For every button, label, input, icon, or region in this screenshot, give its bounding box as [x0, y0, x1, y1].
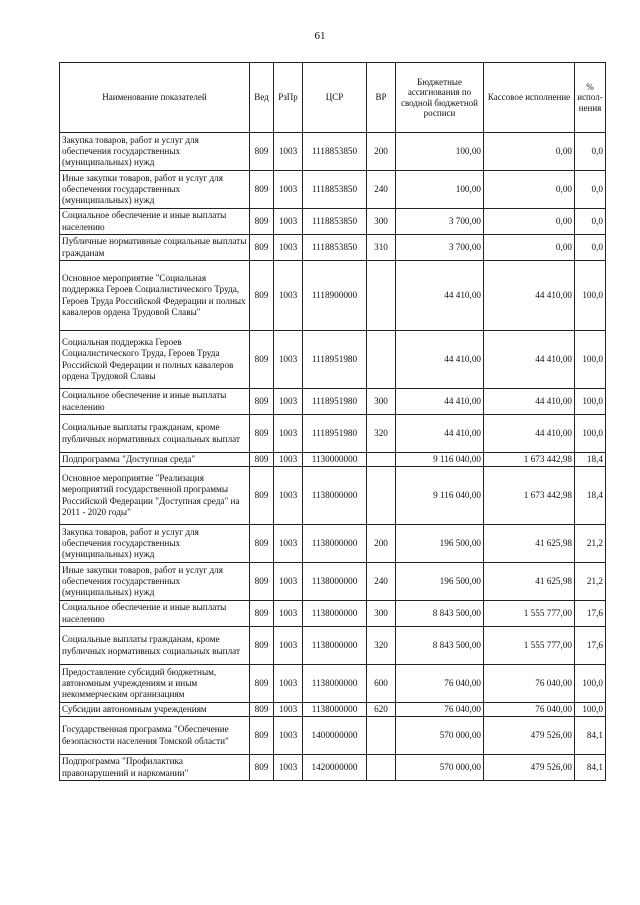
cell-rzpr: 1003	[274, 331, 303, 389]
page-number: 61	[314, 30, 326, 42]
cell-csr: 1118853850	[303, 235, 367, 261]
cell-rzpr: 1003	[274, 261, 303, 331]
table-row	[60, 467, 606, 525]
table-row	[60, 209, 606, 235]
cell-rzpr: 1003	[274, 601, 303, 627]
table-row	[60, 389, 606, 415]
cell-ved: 809	[250, 171, 274, 209]
cell-rzpr: 1003	[274, 467, 303, 525]
cell-percent: 0,0	[575, 235, 606, 261]
header-name: Наименование показателей	[60, 63, 250, 133]
cell-vr: 320	[367, 415, 396, 453]
cell-budget: 100,00	[396, 171, 484, 209]
cell-ved: 809	[250, 235, 274, 261]
table-row	[60, 601, 606, 627]
cell-budget: 76 040,00	[396, 665, 484, 703]
cell-vr: 200	[367, 133, 396, 171]
cell-budget: 9 116 040,00	[396, 453, 484, 467]
cell-name: Основное мероприятие "Реализация мероприятий государственной программы Российской Федерации "Доступная среда" на 2011 - 2020 годы"	[60, 467, 250, 525]
cell-percent: 21,2	[575, 563, 606, 601]
table-row	[60, 453, 606, 467]
cell-rzpr: 1003	[274, 627, 303, 665]
cell-csr: 1138000000	[303, 525, 367, 563]
cell-cash: 41 625,98	[484, 525, 575, 563]
cell-csr: 1400000000	[303, 717, 367, 755]
cell-csr: 1118951980	[303, 331, 367, 389]
cell-ved: 809	[250, 467, 274, 525]
cell-rzpr: 1003	[274, 171, 303, 209]
cell-name: Закупка товаров, работ и услуг для обеспечения государственных (муниципальных) нужд	[60, 133, 250, 171]
cell-csr: 1118951980	[303, 389, 367, 415]
cell-rzpr: 1003	[274, 563, 303, 601]
header-csr: ЦСР	[303, 63, 367, 133]
cell-ved: 809	[250, 755, 274, 781]
cell-vr	[367, 261, 396, 331]
cell-ved: 809	[250, 525, 274, 563]
cell-percent: 100,0	[575, 261, 606, 331]
cell-budget: 44 410,00	[396, 261, 484, 331]
table-row	[60, 235, 606, 261]
cell-cash: 0,00	[484, 133, 575, 171]
cell-csr: 1118853850	[303, 209, 367, 235]
cell-budget: 3 700,00	[396, 235, 484, 261]
table-row	[60, 525, 606, 563]
cell-name: Социальное обеспечение и иные выплаты населению	[60, 389, 250, 415]
cell-ved: 809	[250, 563, 274, 601]
cell-cash: 1 555 777,00	[484, 601, 575, 627]
cell-budget: 100,00	[396, 133, 484, 171]
cell-percent: 100,0	[575, 665, 606, 703]
cell-ved: 809	[250, 717, 274, 755]
table-row	[60, 415, 606, 453]
table-row	[60, 133, 606, 171]
table-row	[60, 331, 606, 389]
cell-csr: 1138000000	[303, 563, 367, 601]
header-vr: ВР	[367, 63, 396, 133]
cell-percent: 0,0	[575, 133, 606, 171]
cell-percent: 84,1	[575, 755, 606, 781]
cell-vr	[367, 755, 396, 781]
cell-vr	[367, 717, 396, 755]
cell-name: Государственная программа "Обеспечение безопасности населения Томской области"	[60, 717, 250, 755]
cell-ved: 809	[250, 261, 274, 331]
cell-csr: 1118900000	[303, 261, 367, 331]
cell-percent: 100,0	[575, 331, 606, 389]
cell-ved: 809	[250, 665, 274, 703]
cell-ved: 809	[250, 209, 274, 235]
cell-cash: 479 526,00	[484, 717, 575, 755]
cell-name: Социальная поддержка Героев Социалистического Труда, Героев Труда Российской Федерации и полных кавалеров ордена Трудовой Славы	[60, 331, 250, 389]
budget-execution-table	[59, 62, 606, 781]
cell-name: Подпрограмма "Профилактика правонарушений и наркомании"	[60, 755, 250, 781]
table-body	[60, 133, 606, 781]
header-ved: Вед	[250, 63, 274, 133]
cell-name: Публичные нормативные социальные выплаты гражданам	[60, 235, 250, 261]
cell-cash: 0,00	[484, 235, 575, 261]
cell-percent: 0,0	[575, 209, 606, 235]
cell-name: Основное мероприятие "Социальная поддержка Героев Социалистического Труда, Героев Труда Российской Федерации и полных кавалеров ордена Трудовой Славы"	[60, 261, 250, 331]
cell-ved: 809	[250, 133, 274, 171]
header-budget: Бюджетные ассигнования по сводной бюджетной росписи	[396, 63, 484, 133]
cell-cash: 1 673 442,98	[484, 467, 575, 525]
table-row	[60, 563, 606, 601]
cell-percent: 0,0	[575, 171, 606, 209]
cell-ved: 809	[250, 703, 274, 717]
table-row	[60, 171, 606, 209]
cell-percent: 17,6	[575, 601, 606, 627]
cell-ved: 809	[250, 389, 274, 415]
cell-ved: 809	[250, 627, 274, 665]
cell-vr: 240	[367, 171, 396, 209]
cell-name: Социальное обеспечение и иные выплаты населению	[60, 209, 250, 235]
cell-cash: 44 410,00	[484, 331, 575, 389]
cell-name: Предоставление субсидий бюджетным, автономным учреждениям и иным некоммерческим организациям	[60, 665, 250, 703]
table-row	[60, 755, 606, 781]
cell-vr: 300	[367, 601, 396, 627]
cell-rzpr: 1003	[274, 133, 303, 171]
cell-percent: 17,6	[575, 627, 606, 665]
cell-rzpr: 1003	[274, 703, 303, 717]
cell-cash: 1 673 442,98	[484, 453, 575, 467]
cell-name: Подпрограмма "Доступная среда"	[60, 453, 250, 467]
cell-name: Иные закупки товаров, работ и услуг для обеспечения государственных (муниципальных) нужд	[60, 563, 250, 601]
cell-budget: 44 410,00	[396, 415, 484, 453]
cell-ved: 809	[250, 601, 274, 627]
cell-cash: 44 410,00	[484, 261, 575, 331]
cell-budget: 196 500,00	[396, 563, 484, 601]
cell-ved: 809	[250, 331, 274, 389]
cell-budget: 570 000,00	[396, 755, 484, 781]
cell-name: Закупка товаров, работ и услуг для обеспечения государственных (муниципальных) нужд	[60, 525, 250, 563]
cell-ved: 809	[250, 415, 274, 453]
cell-vr: 200	[367, 525, 396, 563]
cell-vr	[367, 467, 396, 525]
cell-budget: 570 000,00	[396, 717, 484, 755]
cell-budget: 44 410,00	[396, 389, 484, 415]
cell-vr: 310	[367, 235, 396, 261]
cell-budget: 76 040,00	[396, 703, 484, 717]
table-header-row	[60, 63, 606, 133]
cell-cash: 0,00	[484, 209, 575, 235]
cell-rzpr: 1003	[274, 525, 303, 563]
cell-name: Социальные выплаты гражданам, кроме публичных нормативных социальных выплат	[60, 627, 250, 665]
cell-cash: 44 410,00	[484, 389, 575, 415]
cell-budget: 8 843 500,00	[396, 601, 484, 627]
cell-cash: 44 410,00	[484, 415, 575, 453]
cell-vr	[367, 331, 396, 389]
cell-budget: 3 700,00	[396, 209, 484, 235]
cell-percent: 100,0	[575, 389, 606, 415]
cell-cash: 0,00	[484, 171, 575, 209]
cell-name: Иные закупки товаров, работ и услуг для обеспечения государственных (муниципальных) нужд	[60, 171, 250, 209]
cell-csr: 1118853850	[303, 171, 367, 209]
cell-budget: 44 410,00	[396, 331, 484, 389]
cell-vr: 600	[367, 665, 396, 703]
cell-rzpr: 1003	[274, 453, 303, 467]
cell-vr	[367, 453, 396, 467]
cell-name: Субсидии автономным учреждениям	[60, 703, 250, 717]
cell-percent: 84,1	[575, 717, 606, 755]
cell-csr: 1138000000	[303, 665, 367, 703]
cell-name: Социальные выплаты гражданам, кроме публичных нормативных социальных выплат	[60, 415, 250, 453]
cell-cash: 76 040,00	[484, 665, 575, 703]
table-row	[60, 261, 606, 331]
cell-vr: 300	[367, 209, 396, 235]
cell-percent: 18,4	[575, 453, 606, 467]
cell-rzpr: 1003	[274, 755, 303, 781]
cell-cash: 76 040,00	[484, 703, 575, 717]
cell-percent: 21,2	[575, 525, 606, 563]
cell-rzpr: 1003	[274, 235, 303, 261]
cell-name: Социальное обеспечение и иные выплаты населению	[60, 601, 250, 627]
cell-ved: 809	[250, 453, 274, 467]
cell-vr: 320	[367, 627, 396, 665]
header-rzpr: РзПр	[274, 63, 303, 133]
table-row	[60, 665, 606, 703]
cell-csr: 1138000000	[303, 703, 367, 717]
table-row	[60, 703, 606, 717]
cell-rzpr: 1003	[274, 415, 303, 453]
header-cash: Кассовое исполнение	[484, 63, 575, 133]
cell-percent: 18,4	[575, 467, 606, 525]
cell-csr: 1118853850	[303, 133, 367, 171]
cell-percent: 100,0	[575, 415, 606, 453]
cell-cash: 1 555 777,00	[484, 627, 575, 665]
cell-csr: 1420000000	[303, 755, 367, 781]
cell-csr: 1138000000	[303, 627, 367, 665]
cell-cash: 479 526,00	[484, 755, 575, 781]
cell-rzpr: 1003	[274, 209, 303, 235]
cell-csr: 1118951980	[303, 415, 367, 453]
cell-budget: 196 500,00	[396, 525, 484, 563]
cell-csr: 1138000000	[303, 601, 367, 627]
cell-percent: 100,0	[575, 703, 606, 717]
cell-rzpr: 1003	[274, 717, 303, 755]
cell-csr: 1130000000	[303, 453, 367, 467]
cell-csr: 1138000000	[303, 467, 367, 525]
cell-vr: 620	[367, 703, 396, 717]
cell-cash: 41 625,98	[484, 563, 575, 601]
table-row	[60, 717, 606, 755]
cell-budget: 8 843 500,00	[396, 627, 484, 665]
cell-budget: 9 116 040,00	[396, 467, 484, 525]
table-row	[60, 627, 606, 665]
cell-rzpr: 1003	[274, 389, 303, 415]
header-percent: % испол-нения	[575, 63, 606, 133]
cell-rzpr: 1003	[274, 665, 303, 703]
cell-vr: 300	[367, 389, 396, 415]
cell-vr: 240	[367, 563, 396, 601]
